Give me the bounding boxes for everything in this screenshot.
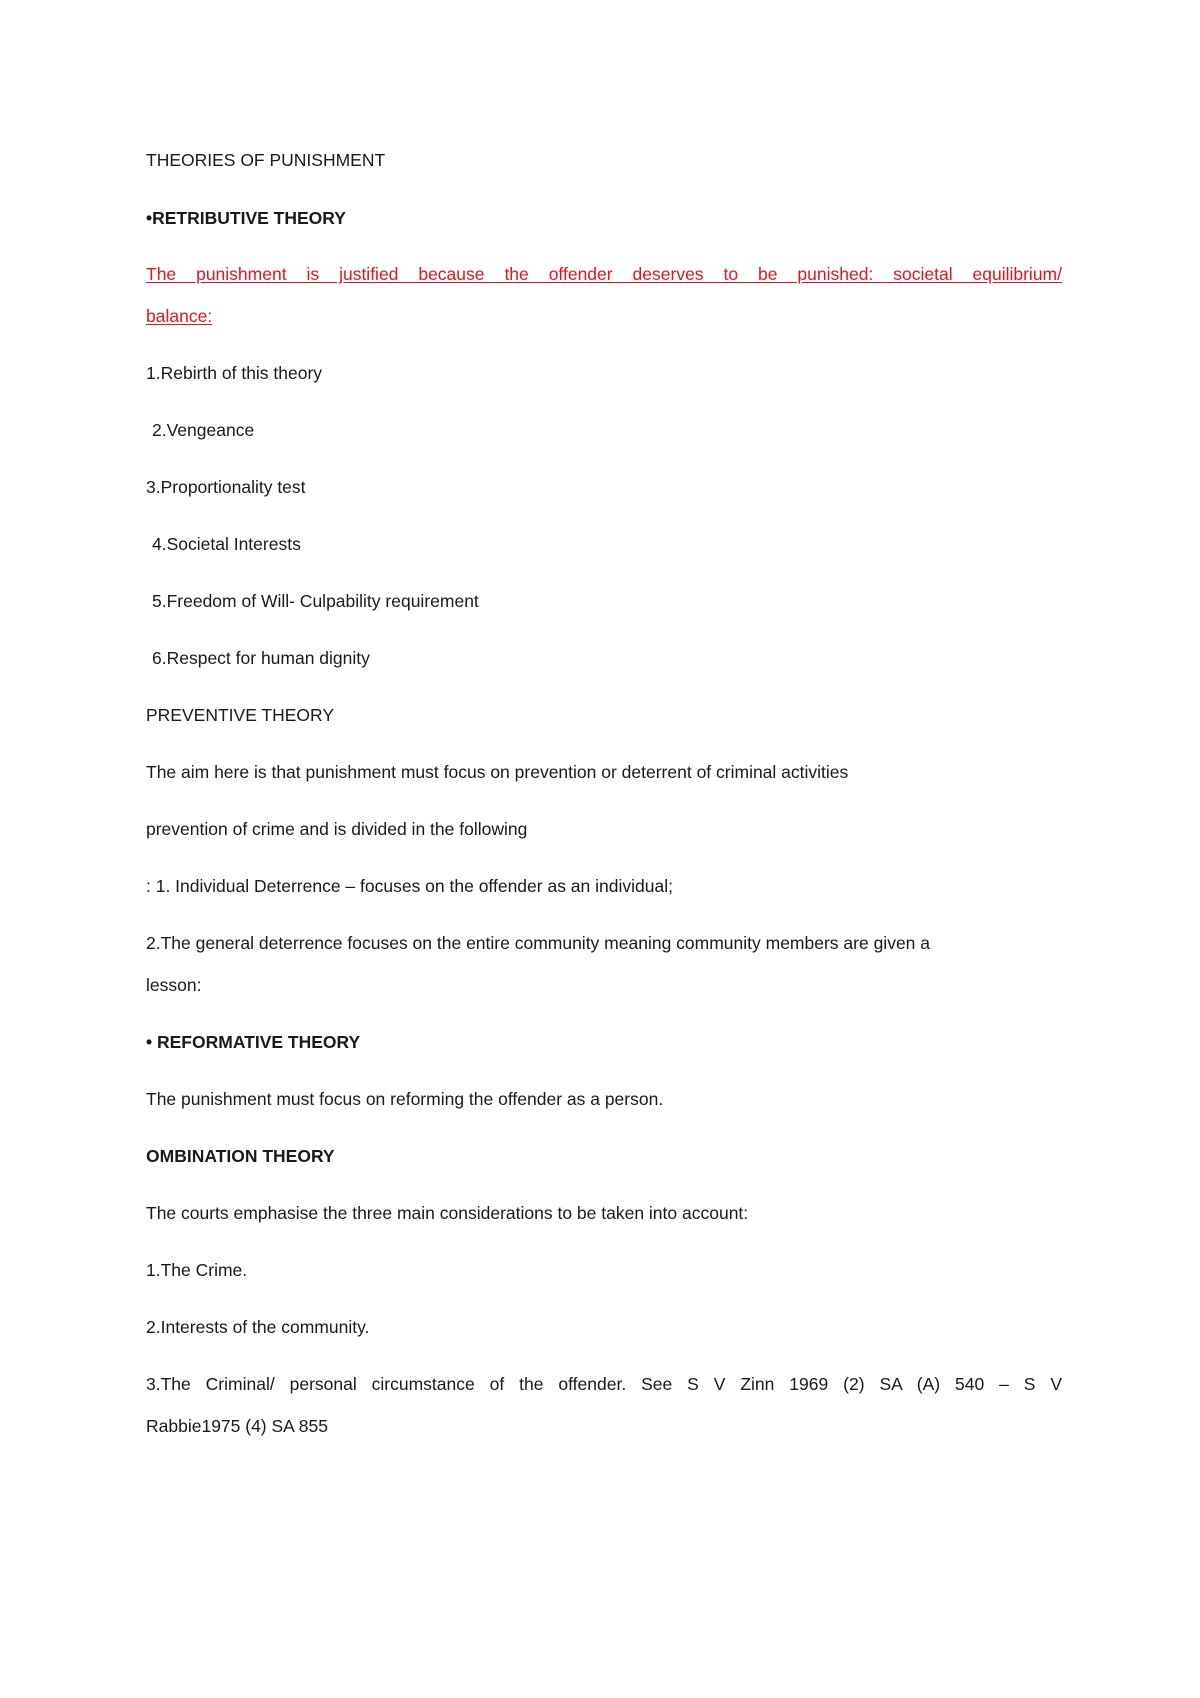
retributive-item-3: 3.Proportionality test [146,477,306,497]
combination-heading: OMBINATION THEORY [146,1146,335,1166]
retributive-definition-line2: balance: [146,306,213,326]
preventive-general-deterrence-line1: 2.The general deterrence focuses on the entire community meaning community members are given a [146,933,931,953]
combination-item-2: 2.Interests of the community. [146,1317,370,1337]
preventive-general-deterrence-line2: lesson: [146,975,202,995]
document-title: THEORIES OF PUNISHMENT [146,150,386,170]
retributive-definition-line1: The punishment is justified because the offender deserves to be punished: societal equilibrium/ [146,264,1062,284]
combination-citation-line2: Rabbie1975 (4) SA 855 [146,1416,328,1436]
retributive-item-4: 4.Societal Interests [152,534,301,554]
combination-intro: The courts emphasise the three main considerations to be taken into account: [146,1203,749,1223]
retributive-heading: •RETRIBUTIVE THEORY [146,208,346,228]
retributive-item-1: 1.Rebirth of this theory [146,363,323,383]
reformative-heading: • REFORMATIVE THEORY [146,1032,361,1052]
combination-item-3: 3.The Criminal/ personal circumstance of the offender. See S V Zinn 1969 (2) SA (A) 540 – S V [146,1374,1062,1394]
preventive-heading: PREVENTIVE THEORY [146,705,335,725]
preventive-individual-deterrence: : 1. Individual Deterrence – focuses on the offender as an individual; [146,876,673,896]
preventive-division: prevention of crime and is divided in the following [146,819,528,839]
retributive-item-6: 6.Respect for human dignity [152,648,370,668]
retributive-item-5: 5.Freedom of Will- Culpability requirement [152,591,479,611]
preventive-aim: The aim here is that punishment must focus on prevention or deterrent of criminal activities [146,762,849,782]
combination-item-1: 1.The Crime. [146,1260,248,1280]
reformative-text: The punishment must focus on reforming the offender as a person. [146,1089,664,1109]
retributive-item-2: 2.Vengeance [152,420,255,440]
